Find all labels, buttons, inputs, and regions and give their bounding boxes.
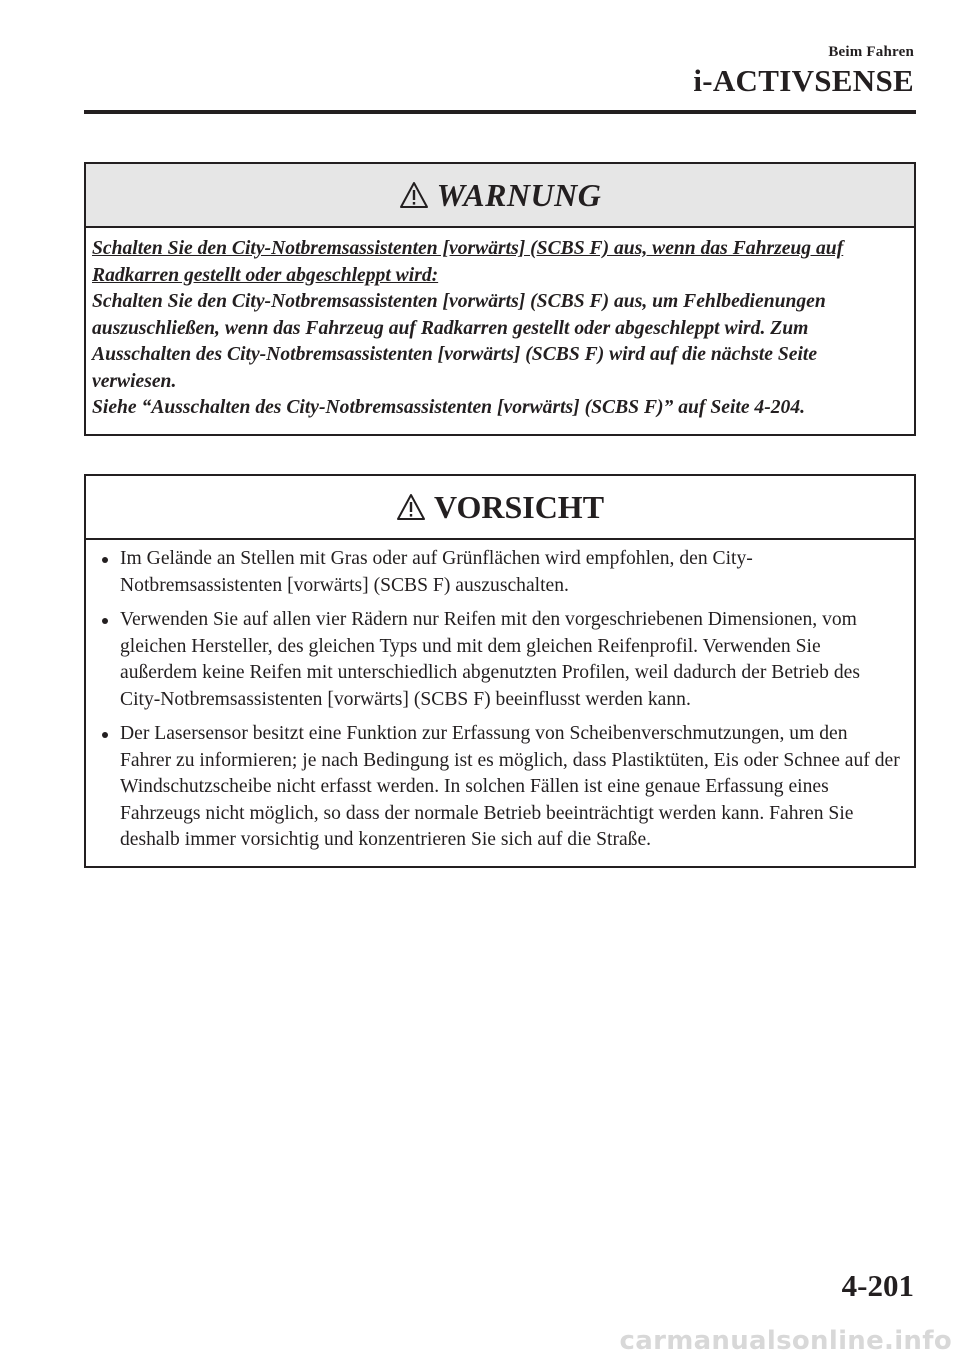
warning-reference: Siehe “Ausschalten des City-Notbremsassistenten [vorwärts] (SCBS F)” auf Seite 4-204.: [92, 397, 806, 418]
section-title: i-ACTIVSENSE: [693, 63, 914, 98]
warning-heading: Schalten Sie den City-Notbremsassistenten [vorwärts] (SCBS F) aus, wenn das Fahrzeug auf Radkarren gestellt oder abgeschleppt wird:: [92, 238, 844, 286]
list-item: [98, 721, 902, 854]
list-item: [98, 546, 902, 599]
caution-item-text: Der Lasersensor besitzt eine Funktion zur Erfassung von Scheibenverschmutzungen, um den Fahrer zu informieren; je nach Bedingung ist es möglich, dass Plastiktüten, Eis oder Schnee auf der Windschutzscheibe nicht erfasst werden. In solchen Fällen ist eine genaue Erfassung eines Fahrzeugs nicht möglich, so dass der normale Betrieb beeinträchtigt werden kann. Fahren Sie deshalb immer vorsichtig und konzentrieren Sie sich auf die Straße.: [120, 723, 900, 850]
list-item: [98, 607, 902, 713]
warning-box: [84, 162, 916, 436]
caution-item-text: Verwenden Sie auf allen vier Rädern nur Reifen mit den vorgeschriebenen Dimensionen, vom gleichen Hersteller, des gleichen Typs und mit dem gleichen Reifenprofil. Verwenden Sie außerdem keine Reifen mit unterschiedlich abgenutzten Profilen, weil dadurch der Betrieb des City-Notbremsassistenten [vorwärts] (SCBS F) beeinflusst werden kann.: [120, 609, 860, 710]
caution-title: VORSICHT: [433, 488, 605, 525]
caution-list: [98, 546, 902, 854]
page-header: [693, 44, 914, 99]
warning-text: Schalten Sie den City-Notbremsassistenten [vorwärts] (SCBS F) aus, um Fehlbedienungen auszuschließen, wenn das Fahrzeug auf Radkarren gestellt oder abgeschleppt wird. Zum Ausschalten des City-Notbremsassistenten [vorwärts] (SCBS F) wird auf die nächste Seite verwiesen.: [92, 291, 826, 392]
caution-item-text: Im Gelände an Stellen mit Gras oder auf Grünflächen wird empfohlen, den City-Notbremsassistenten [vorwärts] (SCBS F) auszuschalten.: [120, 548, 753, 596]
watermark: carmanualsonline.info: [619, 1326, 952, 1356]
warning-body: [86, 228, 914, 434]
warning-triangle-icon: [399, 181, 429, 209]
caution-header: [86, 476, 914, 540]
bullet-icon: [102, 732, 108, 738]
caution-body: [86, 540, 914, 866]
bullet-icon: [102, 618, 108, 624]
warning-header: [86, 164, 914, 228]
chapter-title: Beim Fahren: [828, 44, 914, 60]
page-number: 4-201: [841, 1268, 914, 1303]
header-divider: [84, 110, 916, 114]
bullet-icon: [102, 557, 108, 563]
warning-title: WARNUNG: [436, 176, 602, 213]
caution-box: [84, 474, 916, 868]
warning-triangle-icon: [396, 493, 426, 521]
